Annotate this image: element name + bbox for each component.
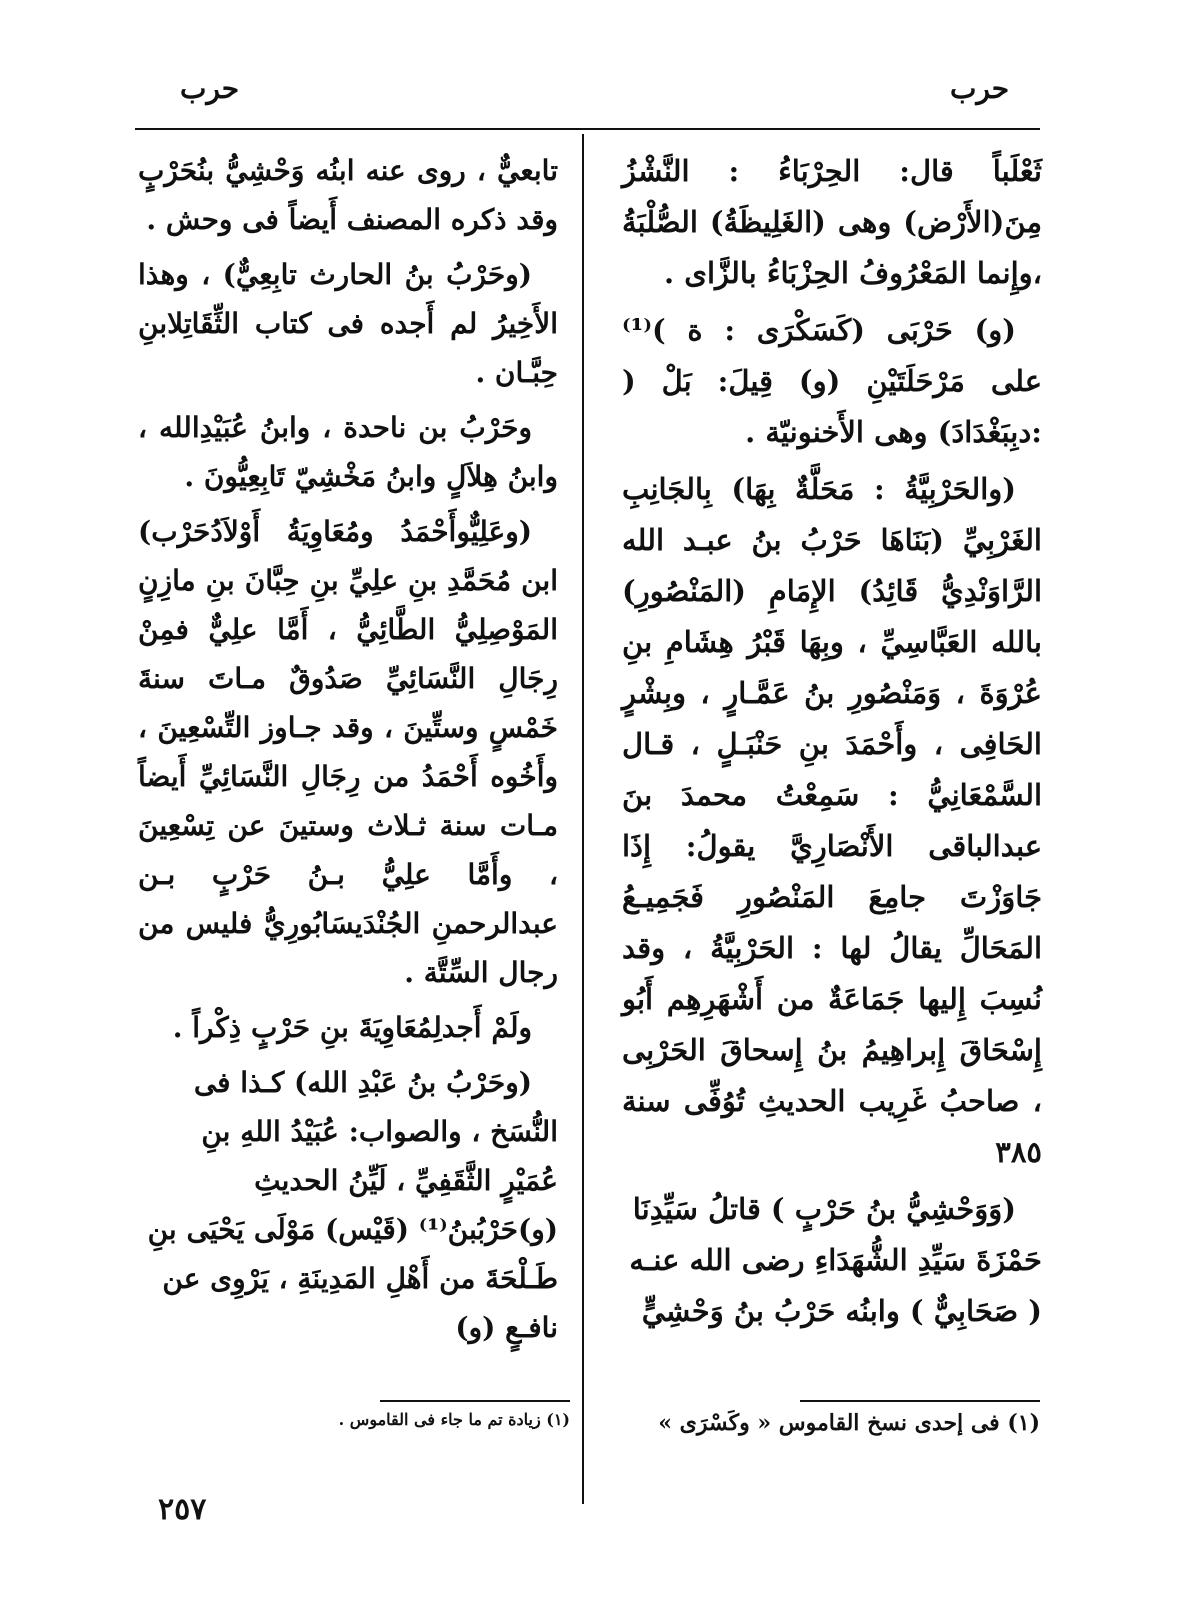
paragraph: (وحَرْبُ بنُ عَبْدِ الله) كـذا فى النُّسَخ ، والصواب: عُبَيْدُ اللهِ بنِ عُمَيْرٍ الثَّقَفِيِّ ، لَيِّنُ الحديثِ (و)حَرْبُبنُ⁽¹⁾ (قَيْس) مَوْلَى يَحْيَى بنِ طَـلْحَةَ من أَهْلِ المَدِينَةِ ، يَرْوِى عن نافـعٍ (و) (147, 1066, 558, 1344)
paragraph: تابعيٌّ ، روى عنه ابنُه وَحْشِيُّ بنُحَرْبٍ وقد ذكره المصنف أَيضاً فى وحش . (138, 154, 558, 236)
paragraph: ولَمْ أَجدلِمُعَاوِيَةَ بنِ حَرْبٍ ذِكْراً . (172, 1011, 532, 1044)
paragraph: (وَوَحْشِيُّ بنُ حَرْبٍ ) قاتلُ سَيِّدِنَا حَمْزَةَ سَيِّدِ الشُّهَدَاءِ رضى الله عنـه ( صَحَابِيٌّ ) وابنُه حَرْبُ بنُ وَحْشِيٍّ (629, 1192, 1042, 1328)
paragraph: وحَرْبُ بن ناحدة ، وابنُ عُبَيْدِالله ، وابنُ هِلاَلٍ وابنُ مَخْشِيّ تَابِعِيُّونَ . (138, 411, 558, 493)
footnote-right: (١) فى إحدى نسخ القاموس « وكَسْرَى » (658, 1410, 1040, 1436)
running-head-right: حرب (950, 72, 1010, 105)
right-column (622, 146, 1042, 1343)
paragraph: ثَعْلَباً قال: الحِرْبَاءُ : النَّشْزُ مِنَ(الأَرْض) وهى (الغَلِيظَةُ) الصُّلْبَةُ ،وإِنما المَعْرُوفُ الحِزْبَاءُ بالزَّاى . (622, 154, 1042, 290)
paragraph: (وعَلِيٌّوأَحْمَدُ ومُعَاوِيَةُ أَوْلاَدُحَرْب) ابن مُحَمَّدِ بنِ علِيِّ بنِ حِبَّانَ بنِ مازِنٍ المَوْصِلِيُّ الطَّائِيُّ ، أَمَّا علِيٌّ فمِنْ رِجَالِ النَّسَائِيِّ صَدُوقٌ مـاتَ سنةَ خَمْسٍ وستِّينَ ، وقد جـاوز التِّسْعِينَ ، وأَخُوه أَحْمَدُ من رِجَالِ النَّسَائِيِّ أَيضاً مـات سنة ثـلاث وستينَ عن تِسْعِينَ ، وأَمَّا علِيُّ بـنُ حَرْبٍ بـن عبدالرحمنِ الجُنْدَيسَابُورِيُّ فليس من رجال السِّتَّة . (138, 515, 558, 989)
footnote-rule-left (380, 1400, 570, 1402)
paragraph: (والحَرْبِيَّةُ : مَحَلَّةٌ بِهَا) بِالجَانِبِ الغَرْبِيِّ (بَنَاهَا حَرْبُ بنُ عبـد الله الرَّاوَنْدِيُّ قَائِدُ) الإِمَامِ (المَنْصُورِ) بالله العَبَّاسِيِّ ، وبِهَا قَبْرُ هِشَامِ بنِ عُرْوَةَ ، وَمَنْصُورِ بنُ عَمَّـارٍ ، وبِشْرٍ الحَافِى ، وأَحْمَدَ بنِ حَنْبَـلٍ ، قـال السَّمْعَانِيُّ : سَمِعْتُ محمدَ بنَ عبدالباقى الأَنْصَارِيَّ يقولُ: إِذَا جَاوَزْتَ جامِعَ المَنْصُورِ فَجَمِيـعُ المَحَالِّ يقالُ لها : الحَرْبِيَّةُ ، وقد نُسِبَ إِليها جَمَاعَةٌ من أَشْهَرِهِم أَبُو إِسْحَاقَ إِبراهِيمُ بنُ إِسحاقَ الحَرْبِى ، صاحبُ غَرِيب الحديثِ تُوُفِّى سنة ٣٨٥ (622, 472, 1042, 1169)
paragraph: (و) حَرْبَى (كَسَكْرَى : ة )⁽¹⁾ على مَرْحَلَتَيْنِ (و) قِيلَ: بَلْ ( :دبِبَغْدَادَ) وهى الأَخنونيّة . (622, 313, 1042, 449)
paragraph: (وحَرْبُ بنُ الحارث تابِعِيٌّ) ، وهذا الأَخِيرُ لم أَجده فى كتاب الثِّقَاتِلابنِ حِبَّـان . (138, 258, 558, 389)
left-column (138, 146, 558, 1358)
header-rule (135, 128, 1040, 130)
footnote-left: (١) زيادة تم ما جاء فى القاموس . (338, 1410, 570, 1429)
page-number: ٢٥٧ (158, 1492, 207, 1527)
column-divider (582, 134, 584, 1504)
footnote-rule-right (800, 1400, 1040, 1402)
running-head-left: حرب (180, 72, 240, 105)
